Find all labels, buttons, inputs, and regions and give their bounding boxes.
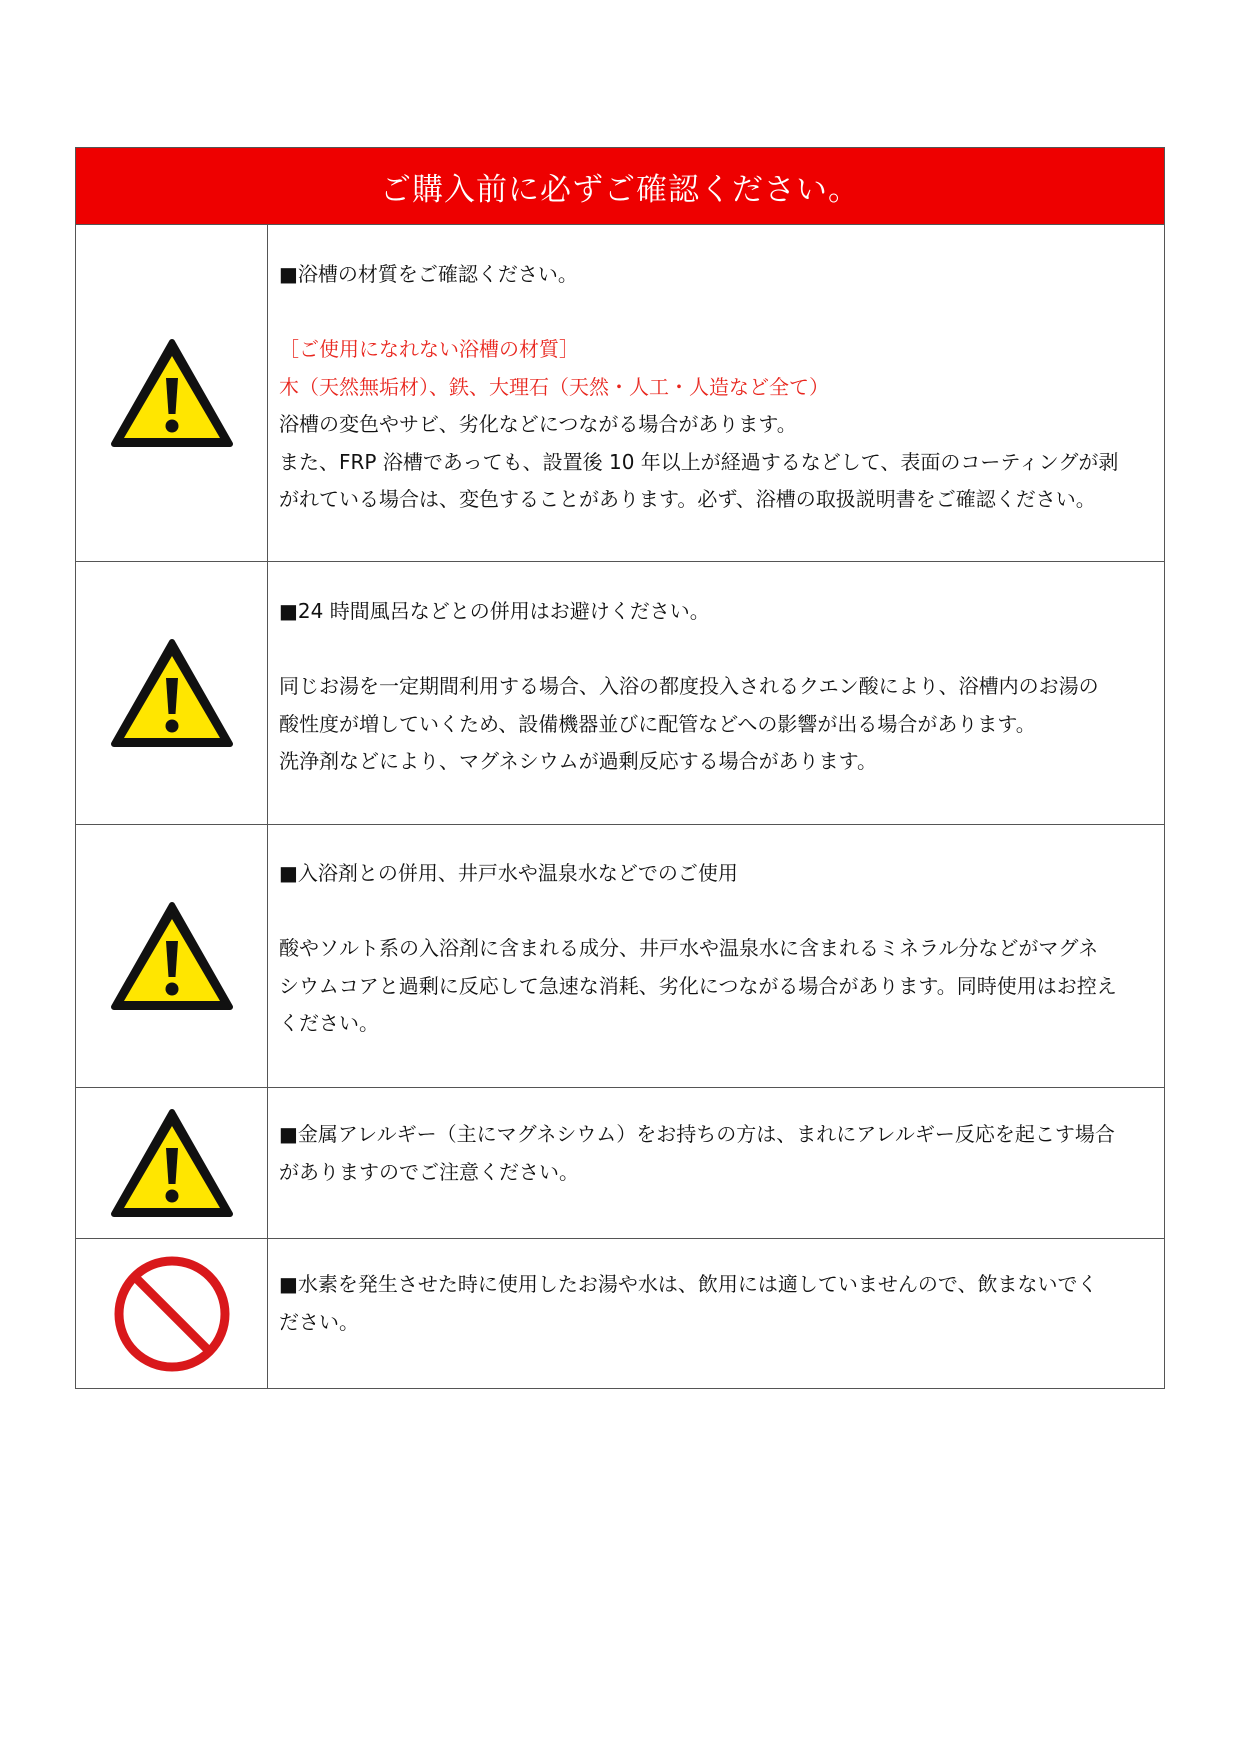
header-title: ご購入前に必ずご確認ください。 — [380, 171, 860, 208]
warning-icon — [110, 638, 234, 748]
notice-text — [268, 1088, 1164, 1238]
notice-row-bathtub-material — [76, 225, 1164, 562]
notice-table — [75, 147, 1165, 1389]
notice-body-line: ください。 — [279, 1011, 379, 1035]
notice-row-bath-additives — [76, 825, 1164, 1088]
notice-text — [268, 225, 1164, 561]
notice-text — [268, 825, 1164, 1087]
icon-cell — [76, 1088, 268, 1238]
notice-header — [76, 148, 1164, 225]
notice-row-metal-allergy — [76, 1088, 1164, 1239]
notice-body-line: また、FRP 浴槽であっても、設置後 10 年以上が経過するなどして、表面のコーティングが剥 — [279, 449, 1119, 474]
notice-body-line: がありますのでご注意ください。 — [279, 1159, 579, 1184]
notice-body-line: ださい。 — [279, 1309, 359, 1334]
notice-row-no-drinking — [76, 1239, 1164, 1388]
notice-body-line: 洗浄剤などにより、マグネシウムが過剰反応する場合があります。 — [279, 749, 877, 773]
icon-cell — [76, 825, 268, 1087]
unsupported-materials-list: 木（天然無垢材）、鉄、大理石（天然・人工・人造など全て） — [279, 374, 829, 399]
icon-cell — [76, 562, 268, 824]
notice-body-line: ■金属アレルギー（主にマグネシウム）をお持ちの方は、まれにアレルギー反応を起こす場合 — [279, 1122, 1115, 1146]
notice-text — [268, 562, 1164, 824]
notice-body-line: 浴槽の変色やサビ、劣化などにつながる場合があります。 — [279, 412, 797, 436]
icon-cell — [76, 225, 268, 561]
notice-body-line: シウムコアと過剰に反応して急速な消耗、劣化につながる場合があります。同時使用はお控え — [279, 973, 1117, 998]
notice-heading: ■浴槽の材質をご確認ください。 — [279, 262, 578, 286]
warning-icon — [110, 1108, 234, 1218]
warning-icon — [110, 901, 234, 1011]
icon-cell — [76, 1239, 268, 1388]
notice-body-line: 酸やソルト系の入浴剤に含まれる成分、井戸水や温泉水に含まれるミネラル分などがマグネ — [279, 936, 1099, 960]
notice-body-line: ■水素を発生させた時に使用したお湯や水は、飲用には適していませんので、飲まないでく — [279, 1272, 1098, 1296]
prohibited-icon — [111, 1253, 233, 1375]
notice-body-line: がれている場合は、変色することがあります。必ず、浴槽の取扱説明書をご確認ください。 — [279, 487, 1096, 511]
unsupported-materials-label: ［ご使用になれない浴槽の材質］ — [279, 337, 579, 361]
notice-body-line: 酸性度が増していくため、設備機器並びに配管などへの影響が出る場合があります。 — [279, 711, 1036, 736]
notice-text — [268, 1239, 1164, 1388]
warning-icon — [110, 338, 234, 448]
notice-heading: ■24 時間風呂などとの併用はお避けください。 — [279, 599, 710, 623]
notice-row-24h-bath — [76, 562, 1164, 825]
notice-heading: ■入浴剤との併用、井戸水や温泉水などでのご使用 — [279, 861, 738, 885]
notice-body-line: 同じお湯を一定期間利用する場合、入浴の都度投入されるクエン酸により、浴槽内のお湯の — [279, 674, 1099, 698]
